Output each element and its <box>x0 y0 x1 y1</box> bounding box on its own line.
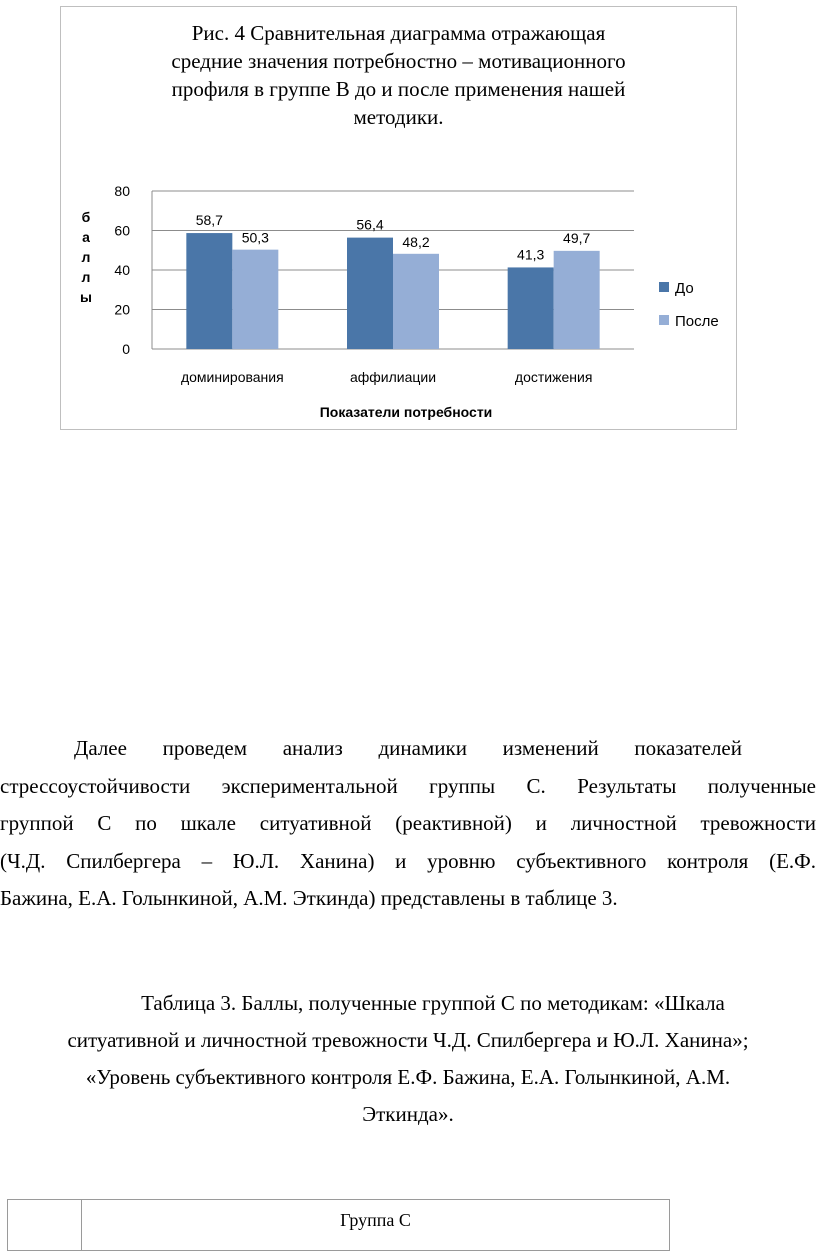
x-tick-label: достижения <box>514 369 593 385</box>
y-axis-label-letter: л <box>81 269 91 285</box>
data-label: 41,3 <box>517 246 545 263</box>
caption-line: Таблица 3. Баллы, полученные группой С по методикам: «Шкала <box>141 991 725 1015</box>
y-axis-label-letter: а <box>82 229 90 245</box>
x-axis-label: Показатели потребности <box>319 404 493 420</box>
caption-line: ситуативной и личностной тревожности Ч.Д. Спилбергера и Ю.Л. Ханина»; <box>67 1028 749 1052</box>
chart-title-line: профиля в группе В до и после применения нашей <box>171 77 626 101</box>
chart-title-line: Рис. 4 Сравнительная диаграмма отражающая <box>191 21 606 45</box>
data-label: 58,7 <box>195 212 223 229</box>
y-tick-label: 0 <box>122 341 130 357</box>
bar-posle <box>393 254 439 349</box>
paragraph-line: группой С по шкале ситуативной (реактивной) и личностной тревожности <box>0 811 816 835</box>
y-tick-label: 40 <box>114 262 130 278</box>
table-cell-group: Группа С <box>82 1200 670 1251</box>
data-label: 48,2 <box>402 233 430 250</box>
caption-line: «Уровень субъективного контроля Е.Ф. Бажина, Е.А. Голынкиной, А.М. <box>85 1065 731 1089</box>
legend-label: До <box>675 280 694 297</box>
y-axis-label-letter: ы <box>80 289 92 305</box>
bar-do <box>186 233 232 349</box>
table-3 <box>7 1199 670 1251</box>
y-axis-label-letter: б <box>81 209 91 225</box>
table-caption <box>0 985 816 1133</box>
data-label: 49,7 <box>563 229 591 246</box>
bar-chart <box>61 7 738 431</box>
paragraph-line: стрессоустойчивости экспериментальной группы С. Результаты полученные <box>0 773 816 798</box>
paragraph-line: Далее проведем анализ динамики изменений показателей <box>74 736 742 760</box>
chart-title-line: средние значения потребностно – мотивационного <box>171 49 626 73</box>
table-cell-empty <box>8 1200 82 1251</box>
legend-label: После <box>675 313 719 330</box>
y-tick-label: 60 <box>114 222 130 239</box>
data-label: 56,4 <box>356 216 384 233</box>
table-header-row <box>8 1200 670 1251</box>
y-axis-label-letter: л <box>81 249 91 265</box>
bar-do <box>508 267 554 349</box>
legend-swatch <box>659 282 669 292</box>
bar-posle <box>554 251 600 349</box>
paragraph-line: Бажина, Е.А. Голынкиной, А.М. Эткинда) представлены в таблице 3. <box>0 886 618 910</box>
paragraph-line: (Ч.Д. Спилбергера – Ю.Л. Ханина) и уровню субъективного контроля (Е.Ф. <box>0 848 816 873</box>
bar-do <box>347 238 393 349</box>
x-tick-label: доминирования <box>180 369 284 385</box>
chart-container <box>60 6 737 430</box>
y-tick-label: 20 <box>114 301 130 318</box>
chart-title-line: методики. <box>353 105 444 129</box>
legend-swatch <box>659 315 669 325</box>
y-tick-label: 80 <box>114 183 130 199</box>
bar-posle <box>232 250 278 349</box>
body-paragraph <box>0 730 816 918</box>
caption-line: Эткинда». <box>362 1102 454 1126</box>
data-label: 50,3 <box>241 229 269 246</box>
x-tick-label: аффилиации <box>349 369 437 385</box>
